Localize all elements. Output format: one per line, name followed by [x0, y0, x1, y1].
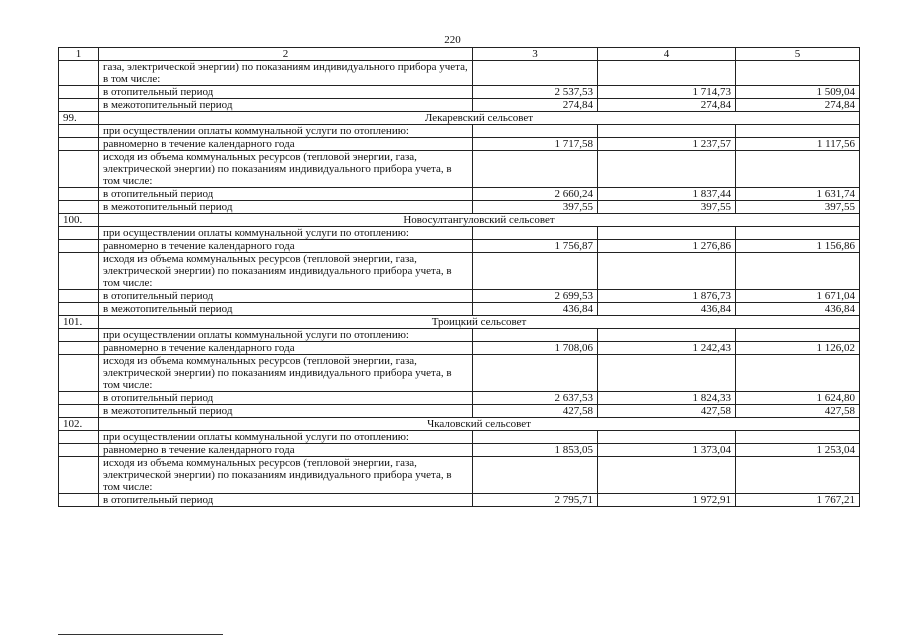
table-row — [59, 431, 860, 444]
row-number-cell — [59, 392, 99, 405]
value-col-4: 274,84 — [598, 99, 736, 112]
value-col-3 — [473, 253, 598, 290]
row-description: равномерно в течение календарного года — [99, 342, 473, 355]
value-col-3: 2 660,24 — [473, 188, 598, 201]
value-col-5 — [736, 329, 860, 342]
value-col-4 — [598, 253, 736, 290]
row-number-cell — [59, 253, 99, 290]
value-col-5: 1 126,02 — [736, 342, 860, 355]
row-description: исходя из объема коммунальных ресурсов (тепловой энергии, газа, электрической энергии) по показаниям индивидуального прибора учета, в том числе: — [99, 355, 473, 392]
value-col-4: 397,55 — [598, 201, 736, 214]
section-title: Чкаловский сельсовет — [99, 418, 860, 431]
value-col-5 — [736, 151, 860, 188]
table-row — [59, 253, 860, 290]
table-row — [59, 99, 860, 112]
section-row — [59, 112, 860, 125]
value-col-4 — [598, 61, 736, 86]
row-number-cell — [59, 342, 99, 355]
table-row — [59, 240, 860, 253]
value-col-4: 436,84 — [598, 303, 736, 316]
value-col-4 — [598, 125, 736, 138]
section-number: 99. — [59, 112, 99, 125]
section-row — [59, 418, 860, 431]
table-row — [59, 125, 860, 138]
row-description: равномерно в течение календарного года — [99, 240, 473, 253]
value-col-4: 1 837,44 — [598, 188, 736, 201]
row-description: при осуществлении оплаты коммунальной услуги по отоплению: — [99, 431, 473, 444]
row-description: в отопительный период — [99, 494, 473, 507]
table-row — [59, 342, 860, 355]
table-row — [59, 290, 860, 303]
value-col-4: 1 972,91 — [598, 494, 736, 507]
section-row — [59, 214, 860, 227]
value-col-3 — [473, 125, 598, 138]
value-col-3 — [473, 151, 598, 188]
value-col-5: 1 117,56 — [736, 138, 860, 151]
value-col-3: 274,84 — [473, 99, 598, 112]
value-col-3 — [473, 431, 598, 444]
row-description: равномерно в течение календарного года — [99, 444, 473, 457]
value-col-4: 1 242,43 — [598, 342, 736, 355]
value-col-4 — [598, 457, 736, 494]
row-description: исходя из объема коммунальных ресурсов (тепловой энергии, газа, электрической энергии) по показаниям индивидуального прибора учета, в том числе: — [99, 457, 473, 494]
value-col-4 — [598, 329, 736, 342]
row-number-cell — [59, 405, 99, 418]
value-col-3: 2 699,53 — [473, 290, 598, 303]
value-col-5: 1 156,86 — [736, 240, 860, 253]
value-col-5: 1 767,21 — [736, 494, 860, 507]
value-col-4: 427,58 — [598, 405, 736, 418]
tariff-table — [58, 47, 860, 507]
page-number: 220 — [444, 34, 461, 46]
row-number-cell — [59, 355, 99, 392]
row-number-cell — [59, 86, 99, 99]
table-row — [59, 138, 860, 151]
section-number: 101. — [59, 316, 99, 329]
value-col-5: 1 509,04 — [736, 86, 860, 99]
table-body — [59, 48, 860, 507]
value-col-4 — [598, 151, 736, 188]
value-col-5: 1 253,04 — [736, 444, 860, 457]
table-row — [59, 61, 860, 86]
table-row — [59, 355, 860, 392]
table-row — [59, 86, 860, 99]
table-row — [59, 405, 860, 418]
value-col-3: 2 537,53 — [473, 86, 598, 99]
footnote-separator — [58, 634, 223, 635]
value-col-3: 2 795,71 — [473, 494, 598, 507]
row-description: исходя из объема коммунальных ресурсов (тепловой энергии, газа, электрической энергии) по показаниям индивидуального прибора учета, в том числе: — [99, 253, 473, 290]
value-col-4 — [598, 227, 736, 240]
table-row — [59, 457, 860, 494]
row-description: исходя из объема коммунальных ресурсов (тепловой энергии, газа, электрической энергии) по показаниям индивидуального прибора учета, в том числе: — [99, 151, 473, 188]
table-row — [59, 188, 860, 201]
row-number-cell — [59, 329, 99, 342]
value-col-4: 1 714,73 — [598, 86, 736, 99]
value-col-5: 436,84 — [736, 303, 860, 316]
value-col-4: 1 876,73 — [598, 290, 736, 303]
row-number-cell — [59, 138, 99, 151]
row-description: в межотопительный период — [99, 303, 473, 316]
value-col-3: 1 853,05 — [473, 444, 598, 457]
header-col-3: 3 — [473, 48, 598, 61]
row-number-cell — [59, 494, 99, 507]
row-description: газа, электрической энергии) по показаниям индивидуального прибора учета, в том числе: — [99, 61, 473, 86]
value-col-3 — [473, 329, 598, 342]
value-col-5: 427,58 — [736, 405, 860, 418]
value-col-4: 1 373,04 — [598, 444, 736, 457]
section-title: Троицкий сельсовет — [99, 316, 860, 329]
row-description: при осуществлении оплаты коммунальной услуги по отоплению: — [99, 227, 473, 240]
value-col-5 — [736, 61, 860, 86]
row-description: в межотопительный период — [99, 405, 473, 418]
row-number-cell — [59, 303, 99, 316]
value-col-3: 1 717,58 — [473, 138, 598, 151]
row-description: в отопительный период — [99, 86, 473, 99]
value-col-5 — [736, 457, 860, 494]
row-description: при осуществлении оплаты коммунальной услуги по отоплению: — [99, 125, 473, 138]
row-number-cell — [59, 444, 99, 457]
value-col-3 — [473, 227, 598, 240]
value-col-4 — [598, 431, 736, 444]
value-col-4: 1 824,33 — [598, 392, 736, 405]
value-col-5 — [736, 431, 860, 444]
row-description: в межотопительный период — [99, 99, 473, 112]
header-row — [59, 48, 860, 61]
value-col-5 — [736, 227, 860, 240]
row-number-cell — [59, 290, 99, 303]
table-row — [59, 392, 860, 405]
value-col-3: 1 756,87 — [473, 240, 598, 253]
table-row — [59, 494, 860, 507]
value-col-4: 1 237,57 — [598, 138, 736, 151]
value-col-5: 1 624,80 — [736, 392, 860, 405]
section-number: 102. — [59, 418, 99, 431]
header-col-2: 2 — [99, 48, 473, 61]
row-description: в межотопительный период — [99, 201, 473, 214]
table-row — [59, 329, 860, 342]
table-row — [59, 201, 860, 214]
row-description: в отопительный период — [99, 392, 473, 405]
value-col-3: 427,58 — [473, 405, 598, 418]
row-description: в отопительный период — [99, 290, 473, 303]
row-number-cell — [59, 61, 99, 86]
value-col-5: 397,55 — [736, 201, 860, 214]
row-description: в отопительный период — [99, 188, 473, 201]
row-number-cell — [59, 125, 99, 138]
row-number-cell — [59, 457, 99, 494]
section-row — [59, 316, 860, 329]
header-col-5: 5 — [736, 48, 860, 61]
value-col-4 — [598, 355, 736, 392]
row-number-cell — [59, 151, 99, 188]
table-row — [59, 303, 860, 316]
value-col-5 — [736, 253, 860, 290]
value-col-3 — [473, 61, 598, 86]
row-number-cell — [59, 201, 99, 214]
table-row — [59, 227, 860, 240]
value-col-3: 397,55 — [473, 201, 598, 214]
header-col-4: 4 — [598, 48, 736, 61]
row-number-cell — [59, 240, 99, 253]
row-number-cell — [59, 431, 99, 444]
value-col-3: 2 637,53 — [473, 392, 598, 405]
value-col-4: 1 276,86 — [598, 240, 736, 253]
section-number: 100. — [59, 214, 99, 227]
value-col-3: 1 708,06 — [473, 342, 598, 355]
row-description: при осуществлении оплаты коммунальной услуги по отоплению: — [99, 329, 473, 342]
value-col-3 — [473, 457, 598, 494]
row-number-cell — [59, 99, 99, 112]
header-col-1: 1 — [59, 48, 99, 61]
value-col-5 — [736, 125, 860, 138]
row-number-cell — [59, 188, 99, 201]
value-col-5: 1 631,74 — [736, 188, 860, 201]
value-col-3: 436,84 — [473, 303, 598, 316]
value-col-5: 274,84 — [736, 99, 860, 112]
row-number-cell — [59, 227, 99, 240]
section-title: Новосултангуловский сельсовет — [99, 214, 860, 227]
table-row — [59, 151, 860, 188]
row-description: равномерно в течение календарного года — [99, 138, 473, 151]
section-title: Лекаревский сельсовет — [99, 112, 860, 125]
table-row — [59, 444, 860, 457]
value-col-5 — [736, 355, 860, 392]
value-col-5: 1 671,04 — [736, 290, 860, 303]
value-col-3 — [473, 355, 598, 392]
